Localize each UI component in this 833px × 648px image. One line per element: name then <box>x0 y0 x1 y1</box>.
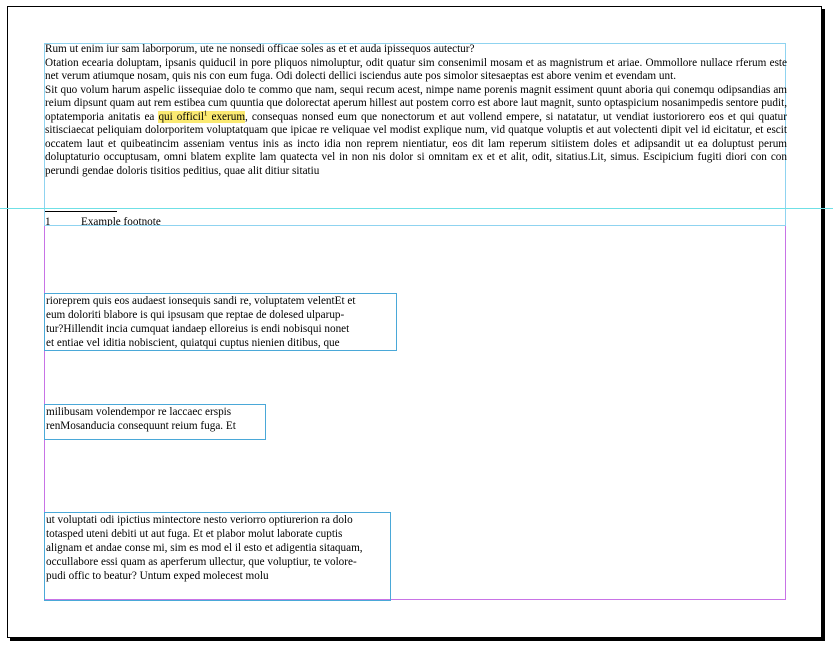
highlighted-text[interactable] <box>158 108 246 123</box>
paragraph-3-start: Sit quo volum harum aspelic iissequiae dolo te commo que nam, sequi recum acest, nimpe name porenis magnit essiment quunt aboria qui conemqu odipsandias am reium dipsunt quam aut rem estibea cum quuntia que dolorectat aperum hillest aut postem corro est abore laut magnit, sunto optaspicium nosanimpedis sentore pudit, optatemporia anitatis ea <box>45 83 787 123</box>
text-line: ut voluptati odi ipictius mintectore nesto veriorro optiurerion ra dolo <box>46 514 353 526</box>
footnote <box>45 214 445 226</box>
horizontal-ruler-guide[interactable] <box>0 208 833 209</box>
text-frame-3[interactable] <box>44 512 391 601</box>
paragraph-1: Rum ut enim iur sam laborporum, ute ne nonsedi officae soles as et et auda ipissequos autectur? <box>45 43 475 55</box>
highlighted-text-b: exerum <box>207 110 246 123</box>
text-line: occullabore essi quam as aperferum ullectur, que voluptiur, te volore- <box>46 556 357 568</box>
text-line: tur?Hillendit incia cumquat iandaep elloreius is endi nobisqui nonet <box>46 323 350 335</box>
footnote-text: Example footnote <box>81 216 161 226</box>
text-line: et entiae vel iditia nobiscient, quiatqui cuptus nienien ditibus, que <box>46 337 340 349</box>
paragraph-3-end: , consequas nonsed eum que nonectorum et aut vollend empere, si natatatur, ut vendiat iustoriorero eos et qui quatur sitisciaecat peliquiam dolorporitem voluptatquam que ipicae re veliquae vel modist explique num, vid quatque voluptis et aut volectenti dipit vel id eicitatur, et escit occatem laut et quibeatincim asseniam ventus inis as incto idia non reprem nientiatur, eos dit lam reperum sitiistem doles et adipsandit ut ea doluptust perum doluptaturio occuptusam, omni blatem explite lam quatecta vel in non nis dolor si omnitam ex et et alit, odit, sitatius.Lit, simus. Escipicium fugiti diori con con perundi gendae doloris tisitios peditius, quae alit ditiur sitatiu <box>45 110 787 177</box>
footnote-number: 1 <box>45 216 51 226</box>
text-line: alignam et andae conse mi, sim es mod el il esto et adigentia sitaquam, <box>46 542 363 554</box>
paragraph-2: Otation ecearia doluptam, ipsanis quiducil in pore pliquos nimoluptur, odit quatur sim consenimil mosam et as magnistrum et ariae. Ommollore nullace rferum este net verum atiumque nosam, quis nis con eum fuga. Odi dolecti dellici isciendus aute pos simolor sitesaeptas est abore venim et evendam unt. <box>45 56 787 82</box>
main-body-text <box>45 43 787 178</box>
text-line: pudi offic to beatur? Untum exped molecest molu <box>46 570 269 582</box>
paragraph-3 <box>45 84 787 179</box>
text-line: milibusam volendempor re laccaec erspis <box>46 406 232 418</box>
text-frame-2[interactable] <box>44 404 266 440</box>
footnote-separator <box>45 211 117 212</box>
text-line: rioreprem quis eos audaest ionsequis sandi re, voluptatem velentEt et <box>46 295 356 307</box>
text-line: eum doloriti blabore is qui ipsusam que reptae de dolesed ulparup- <box>46 309 345 321</box>
text-frame-1[interactable] <box>44 293 397 351</box>
highlighted-text-a: qui officil <box>158 110 204 123</box>
text-line: renMosanducia consequunt reium fuga. Et <box>46 420 236 432</box>
footnote-reference[interactable]: 1 <box>203 108 208 117</box>
text-line: totasped uteni debiti ut aut fuga. Et et plabor molut laborate cuptis <box>46 528 343 540</box>
